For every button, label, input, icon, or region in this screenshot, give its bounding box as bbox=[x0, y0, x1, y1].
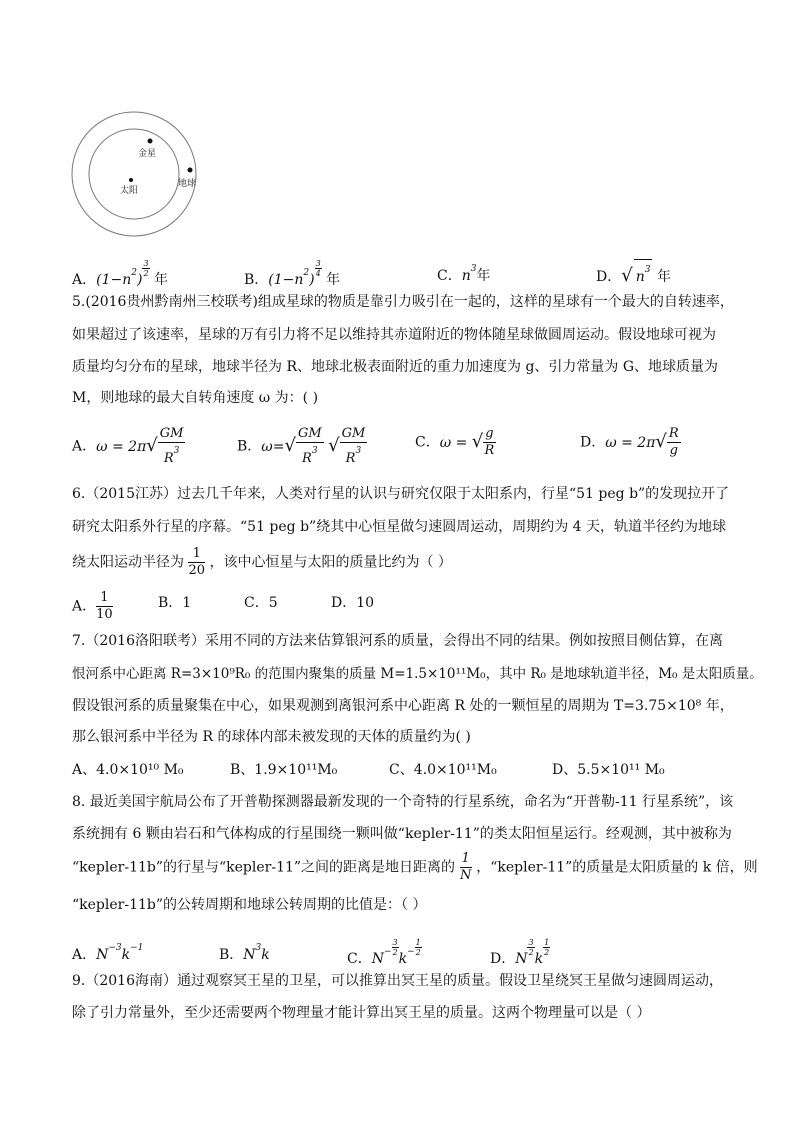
q6-line-1: 6.（2015江苏）过去几千年来，人类对行星的认识与研究仅限于太阳系内，行星“51 peg b”的发现拉开了 bbox=[72, 486, 730, 502]
q5-option-c: C．ω = √ $\frac{g}{R}$ bbox=[415, 426, 495, 458]
q5-line-1: 5.(2016贵州黔南州三校联考)组成星球的物质是靠引力吸引在一起的，这样的星球有一个最大的自转速率， bbox=[72, 294, 734, 310]
q8-option-d: D．N $\frac{3}{2}$ k $\frac{1}{2}$ bbox=[490, 938, 550, 967]
q5-line-3: 质量均匀分布的星球，地球半径为 R、地球北极表面附近的重力加速度为 g、引力常量为 G、地球质量为 bbox=[72, 359, 719, 375]
earth-dot bbox=[188, 168, 193, 173]
q7-line-1: 7.（2016洛阳联考）采用不同的方法来估算银河系的质量，会得出不同的结果。例如按照目侧估算，在离 bbox=[72, 633, 723, 649]
q8-line-2: 系统拥有 6 颗由岩石和气体构成的行星围绕一颗叫做“kepler-11”的类太阳恒星运行。经观测，其中被称为 bbox=[72, 826, 732, 842]
q8-fraction: $\frac{1}{N}$ bbox=[459, 851, 472, 883]
q5-line-2: 如果超过了该速率，星球的万有引力将不足以维持其赤道附近的物体随星球做圆周运动。假设地球可视为 bbox=[72, 327, 716, 343]
q6-option-a: A． $\frac{1}{10}$ bbox=[72, 590, 113, 622]
q6-fraction: $\frac{1}{20}$ bbox=[188, 546, 205, 578]
q6-line-2: 研究太阳系外行星的序幕。“51 peg b”绕其中心恒星做匀速圆周运动，周期约为 4 天，轨道半径约为地球 bbox=[72, 519, 727, 535]
q5-option-d: D．ω = 2π√ $\frac{R}{g}$ bbox=[580, 426, 679, 458]
q6-option-b: B．1 bbox=[158, 595, 192, 611]
q6-line-3: 绕太阳运动半径为 $\frac{1}{20}$ ，该中心恒星与太阳的质量比约为（ ） bbox=[72, 546, 452, 578]
q7-line-3: 假设银河系的质量聚集在中心，如果观测到离银河系中心距离 R 处的一颗恒星的周期为 T=3.75×10⁸ 年， bbox=[72, 698, 734, 714]
q9-line-2: 除了引力常量外，至少还需要两个物理量才能计算出冥王星的质量。这两个物理量可以是（ ） bbox=[72, 1005, 651, 1021]
q5-line-4: M，则地球的最大自转角速度 ω 为：( ) bbox=[72, 390, 319, 406]
orbit-diagram bbox=[68, 100, 218, 240]
q8-line-3: “kepler-11b”的行星与“kepler-11”之间的距离是地日距离的 $\frac{1}{N}$ ，“kepler-11”的质量是太阳质量的 k 倍，则 bbox=[72, 851, 758, 883]
venus-dot bbox=[148, 139, 153, 144]
venus-label: 金星 bbox=[138, 149, 157, 159]
q8-option-c: C．N− $\frac{3}{2}$ k− $\frac{1}{2}$ bbox=[347, 938, 421, 967]
q7-option-c: C、4.0×10¹¹M₀ bbox=[389, 762, 497, 778]
q5-option-b: B．ω=√ $\frac{GM}{R^3}$ √ $\frac{GM}{R^3}$ bbox=[237, 426, 366, 466]
q7-line-4: 那么银河系中半径为 R 的球体内部未被发现的天体的质量约为( ) bbox=[72, 729, 471, 745]
q7-option-d: D、5.5×10¹¹ M₀ bbox=[552, 762, 665, 778]
earth-orbit bbox=[72, 112, 196, 236]
q5-option-a: A．ω = 2π√ $\frac{GM}{R^3}$ bbox=[72, 426, 184, 466]
q4-option-c: C．$n^3$年 bbox=[437, 264, 491, 284]
q4-option-a: A．$(1-n^2)$ $\frac{3}{2}$ 年 bbox=[72, 259, 168, 288]
q7-line-2: 恨河系中心距离 R=3×10⁹R₀ 的范围内聚集的质量 M=1.5×10¹¹M₀，其中 R₀ 是地球轨道半径，M₀ 是太阳质量。 bbox=[72, 666, 763, 682]
q6-option-c: C．5 bbox=[244, 595, 278, 611]
venus-orbit bbox=[89, 129, 179, 219]
sun-dot bbox=[129, 178, 133, 182]
q8-line-4: “kepler-11b”的公转周期和地球公转周期的比值是：（ ） bbox=[72, 897, 427, 913]
earth-label: 地球 bbox=[178, 179, 197, 189]
q6-option-d: D．10 bbox=[331, 595, 375, 611]
q8-line-1: 8. 最近美国宇航局公布了开普勒探测器最新发现的一个奇特的行星系统，命名为“开普勒-11 行星系统”，该 bbox=[72, 794, 734, 810]
q8-option-a: A．$N^{-3}k^{-1}$ bbox=[72, 943, 144, 963]
q7-option-b: B、1.9×10¹¹M₀ bbox=[230, 762, 338, 778]
sun-label: 太阳 bbox=[120, 186, 139, 196]
q8-option-b: B．$N^3k$ bbox=[219, 943, 270, 963]
q4-option-d: D．√ $n^3$ 年 bbox=[596, 259, 671, 287]
q4-option-b: B．$(1-n^2)$ $\frac{3}{4}$ 年 bbox=[244, 259, 341, 288]
q9-line-1: 9.（2016海南）通过观察冥王星的卫星，可以推算出冥王星的质量。假设卫星绕冥王星做匀速圆周运动， bbox=[72, 973, 723, 989]
q7-option-a: A、4.0×10¹⁰ M₀ bbox=[72, 762, 184, 778]
